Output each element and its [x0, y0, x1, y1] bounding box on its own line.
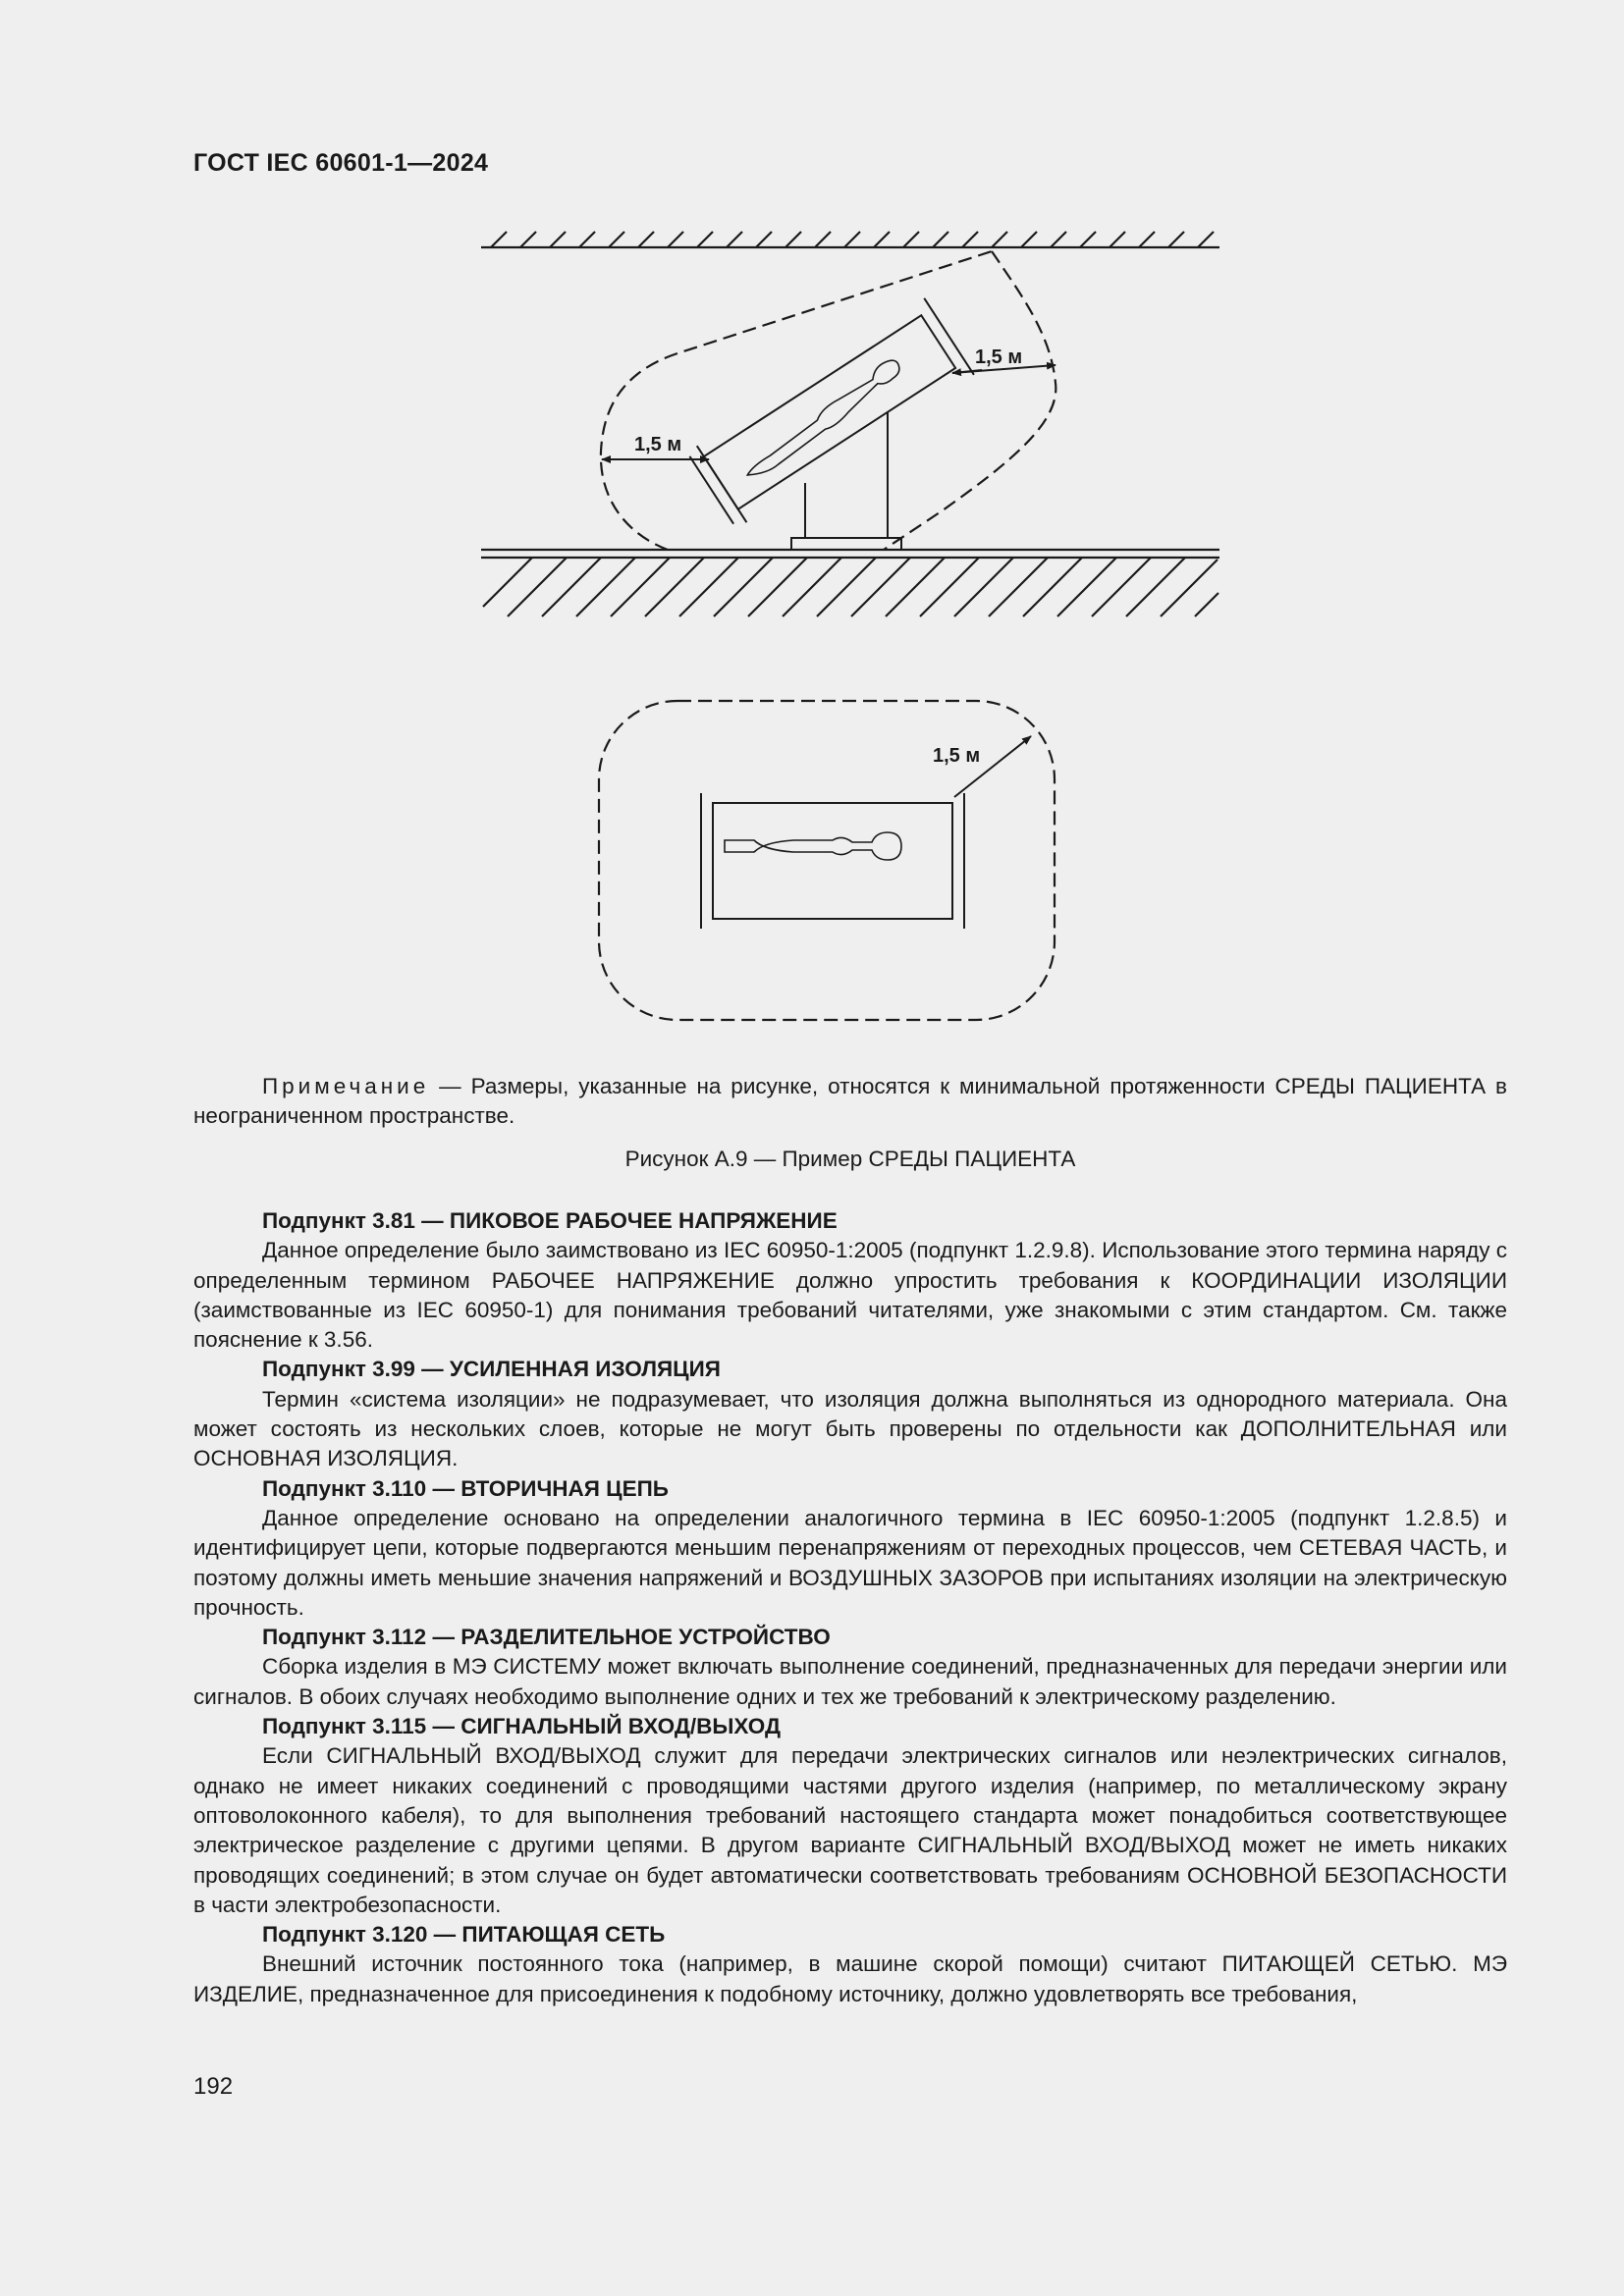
- floor-hatch: [481, 550, 1219, 616]
- side-environment-boundary: [601, 251, 1056, 550]
- patient-silhouette-top: [725, 832, 901, 860]
- top-environment-boundary: [599, 701, 1055, 1020]
- side-dim-right-label: 1,5 м: [975, 347, 1023, 368]
- tilted-patient-table: [687, 298, 974, 529]
- section-text: Данное определение было заимствовано из IEC 60950-1:2005 (подпункт 1.2.9.8). Использование этого термина наряду с определенным термином РАБОЧЕЕ НАПРЯЖЕНИЕ должно упростить требования к КООРДИНАЦИИ ИЗОЛЯЦИИ (заимствованные из IEC 60950-1) для понимания требований читателями, уже знакомыми с этим стандартом. См. также пояснение к 3.56.: [193, 1238, 1507, 1353]
- section-text: Внешний источник постоянного тока (например, в машине скорой помощи) считают ПИТАЮЩЕЙ СЕТЬЮ. МЭ ИЗДЕЛИЕ, предназначенное для присоединения к подобному источнику, должно удовлетворять все требования,: [193, 1951, 1507, 2006]
- section-heading: Подпункт 3.120 — ПИТАЮЩАЯ СЕТЬ: [262, 1922, 666, 1948]
- patient-environment-figure: [0, 0, 1624, 1060]
- section-text: Если СИГНАЛЬНЫЙ ВХОД/ВЫХОД служит для передачи электрических сигналов или неэлектрических сигналов, однако не имеет никаких соединений с проводящими частями другого изделия (например, по металлическому экрану оптоволоконного кабеля), то для выполнения требований настоящего стандарта может понадобиться соответствующее электрическое разделение с другими цепями. В другом варианте СИГНАЛЬНЫЙ ВХОД/ВЫХОД может не иметь никаких проводящих соединений; в этом случае он будет автоматически соответствовать требованиям ОСНОВНОЙ БЕЗОПАСНОСТИ в части электробезопасности.: [193, 1743, 1507, 1917]
- section-heading: Подпункт 3.81 — ПИКОВОЕ РАБОЧЕЕ НАПРЯЖЕНИЕ: [262, 1208, 838, 1233]
- document-body: [193, 1206, 1507, 2009]
- page-number: 192: [193, 2073, 234, 2100]
- section-heading: Подпункт 3.110 — ВТОРИЧНАЯ ЦЕПЬ: [262, 1475, 669, 1501]
- section-heading: Подпункт 3.112 — РАЗДЕЛИТЕЛЬНОЕ УСТРОЙСТВО: [262, 1625, 831, 1650]
- side-dim-left-label: 1,5 м: [634, 434, 682, 455]
- ceiling-hatch: [481, 232, 1219, 247]
- table-pedestal: [791, 412, 901, 550]
- top-patient-table: [701, 793, 964, 929]
- section-text: Термин «система изоляции» не подразумевает, что изоляция должна выполняться из однородного материала. Она может состоять из нескольких слоев, которые не могут быть проверены по отдельности как ДОПОЛНИТЕЛЬНАЯ или ОСНОВНАЯ ИЗОЛЯЦИЯ.: [193, 1386, 1507, 1471]
- figure-caption: Рисунок А.9 — Пример СРЕДЫ ПАЦИЕНТА: [624, 1147, 1076, 1171]
- document-header: ГОСТ IEC 60601-1—2024: [193, 149, 489, 177]
- section-text: Данное определение основано на определении аналогичного термина в IEC 60950-1:2005 (подпункт 1.2.8.5) и идентифицирует цепи, которые подвергаются меньшим перенапряжениям от переходных процессов, чем СЕТЕВАЯ ЧАСТЬ, и поэтому должны иметь меньшие значения напряжений и ВОЗДУШНЫХ ЗАЗОРОВ при испытаниях изоляции на электрическую прочность.: [193, 1505, 1507, 1620]
- note-text: — Размеры, указанные на рисунке, относятся к минимальной протяженности СРЕДЫ ПАЦИЕНТА в неограниченном пространстве.: [193, 1074, 1507, 1128]
- note-label: Примечание: [262, 1074, 430, 1098]
- top-dim-label: 1,5 м: [933, 745, 981, 767]
- section-heading: Подпункт 3.99 — УСИЛЕННАЯ ИЗОЛЯЦИЯ: [262, 1357, 721, 1382]
- section-text: Сборка изделия в МЭ СИСТЕМУ может включать выполнение соединений, предназначенных для передачи энергии или сигналов. В обоих случаях необходимо выполнение одних и тех же требований к электрическому разделению.: [193, 1654, 1507, 1709]
- section-heading: Подпункт 3.115 — СИГНАЛЬНЫЙ ВХОД/ВЫХОД: [262, 1714, 782, 1739]
- figure-note: [193, 1072, 1507, 1131]
